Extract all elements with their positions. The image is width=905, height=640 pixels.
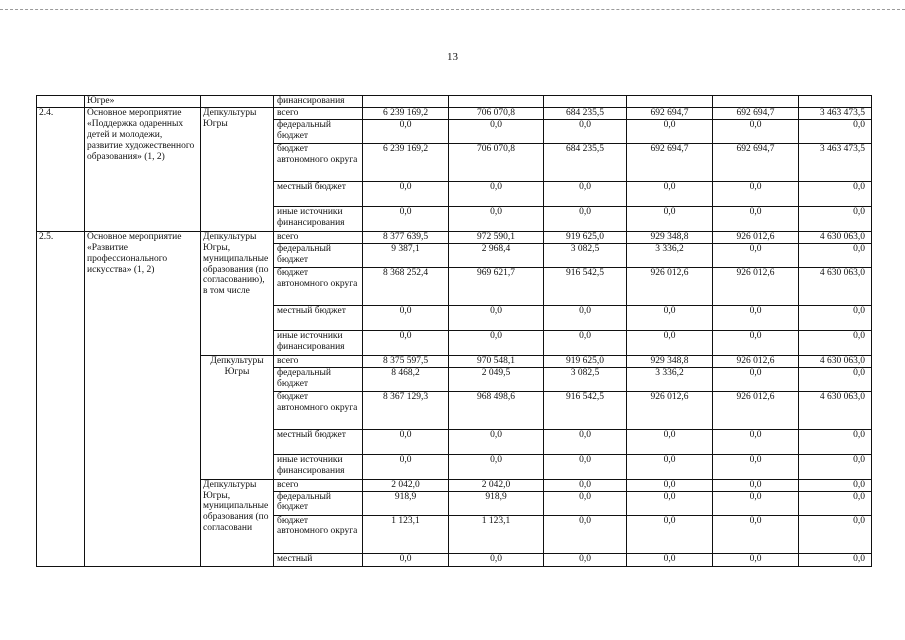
value-cell: 0,0 [799,119,872,143]
section-code-cell: 2.5. [37,231,85,566]
value-cell: 0,0 [544,206,627,231]
funding-source-cell: иные источники финансирования [274,330,363,355]
value-cell [363,96,449,108]
value-cell: 0,0 [544,553,627,566]
value-cell: 0,0 [544,305,627,330]
value-cell: 0,0 [799,330,872,355]
value-cell: 0,0 [627,330,713,355]
value-cell: 0,0 [627,119,713,143]
funding-source-cell: местный бюджет [274,181,363,206]
value-cell: 0,0 [363,429,449,454]
value-cell: 3 082,5 [544,243,627,267]
value-cell: 8 368 252,4 [363,267,449,305]
value-cell: 0,0 [713,454,799,479]
funding-source-cell: бюджет автономного округа [274,143,363,181]
value-cell: 0,0 [449,553,544,566]
value-cell: 2 049,5 [449,367,544,391]
value-cell: 3 336,2 [627,367,713,391]
value-cell: 0,0 [449,206,544,231]
activity-cell: Основное мероприятие «Поддержка одаренных детей и молодежи, развитие художественного образования» (1, 2) [85,107,201,231]
value-cell: 4 630 063,0 [799,231,872,243]
value-cell: 916 542,5 [544,267,627,305]
funding-source-cell: бюджет автономного округа [274,391,363,429]
value-cell: 970 548,1 [449,355,544,367]
funding-source-cell: бюджет автономного округа [274,515,363,553]
value-cell: 968 498,6 [449,391,544,429]
value-cell: 918,9 [363,491,449,515]
value-cell: 916 542,5 [544,391,627,429]
value-cell: 0,0 [799,479,872,491]
funding-source-cell: всего [274,107,363,119]
value-cell: 0,0 [799,553,872,566]
value-cell: 692 694,7 [627,143,713,181]
funding-source-cell: всего [274,231,363,243]
activity-cell: Югре» [85,96,201,108]
value-cell: 926 012,6 [713,231,799,243]
value-cell: 0,0 [544,181,627,206]
value-cell: 6 239 169,2 [363,107,449,119]
code-cell [37,96,85,108]
value-cell: 0,0 [799,429,872,454]
value-cell: 0,0 [713,330,799,355]
value-cell: 0,0 [449,119,544,143]
funding-source-cell: федеральный бюджет [274,491,363,515]
value-cell: 692 694,7 [713,143,799,181]
funding-source-cell: местный бюджет [274,429,363,454]
funding-source-cell: всего [274,355,363,367]
value-cell: 919 625,0 [544,231,627,243]
value-cell: 0,0 [544,491,627,515]
value-cell: 0,0 [363,119,449,143]
value-cell: 0,0 [627,206,713,231]
table-row [37,107,872,119]
budget-table [36,95,872,567]
value-cell: 0,0 [544,454,627,479]
value-cell: 926 012,6 [713,267,799,305]
value-cell: 0,0 [713,479,799,491]
table-row [37,96,872,108]
value-cell: 0,0 [627,305,713,330]
value-cell: 0,0 [627,479,713,491]
value-cell: 3 082,5 [544,367,627,391]
value-cell: 0,0 [449,330,544,355]
value-cell: 0,0 [449,429,544,454]
value-cell: 0,0 [449,181,544,206]
value-cell: 2 042,0 [363,479,449,491]
value-cell: 926 012,6 [627,267,713,305]
value-cell: 0,0 [363,553,449,566]
scan-edge-line [0,9,905,10]
value-cell: 0,0 [799,243,872,267]
value-cell: 0,0 [449,454,544,479]
value-cell: 3 463 473,5 [799,107,872,119]
activity-cell: Основное мероприятие «Развитие профессионального искусства» (1, 2) [85,231,201,566]
value-cell: 0,0 [363,206,449,231]
funding-source-cell: местный [274,553,363,566]
executor-cell: Депкультуры Югры, муниципальные образования (по согласовани [201,479,274,566]
value-cell: 8 468,2 [363,367,449,391]
value-cell: 0,0 [363,454,449,479]
value-cell: 0,0 [713,305,799,330]
value-cell: 684 235,5 [544,143,627,181]
value-cell: 0,0 [713,515,799,553]
executor-cell [201,96,274,108]
value-cell: 918,9 [449,491,544,515]
value-cell: 8 377 639,5 [363,231,449,243]
value-cell: 4 630 063,0 [799,391,872,429]
value-cell [799,96,872,108]
value-cell: 0,0 [799,305,872,330]
value-cell: 0,0 [627,491,713,515]
value-cell: 0,0 [713,491,799,515]
value-cell: 0,0 [799,367,872,391]
value-cell: 692 694,7 [713,107,799,119]
funding-source-cell: финансирования [274,96,363,108]
value-cell: 2 968,4 [449,243,544,267]
funding-source-cell: иные источники финансирования [274,206,363,231]
value-cell: 4 630 063,0 [799,267,872,305]
funding-source-cell: местный бюджет [274,305,363,330]
value-cell: 0,0 [799,454,872,479]
value-cell: 0,0 [544,515,627,553]
value-cell: 6 239 169,2 [363,143,449,181]
value-cell: 0,0 [799,206,872,231]
page-number: 13 [447,51,458,63]
funding-source-cell: федеральный бюджет [274,367,363,391]
value-cell: 0,0 [713,119,799,143]
value-cell: 0,0 [544,479,627,491]
value-cell: 3 463 473,5 [799,143,872,181]
value-cell: 9 387,1 [363,243,449,267]
value-cell: 8 375 597,5 [363,355,449,367]
executor-cell: Депкультуры Югры, муниципальные образования (по согласованию), в том числе [201,231,274,355]
value-cell: 0,0 [713,243,799,267]
funding-source-cell: иные источники финансирования [274,454,363,479]
value-cell: 692 694,7 [627,107,713,119]
value-cell: 0,0 [799,515,872,553]
executor-cell: Депкультуры Югры [201,355,274,479]
value-cell: 0,0 [799,491,872,515]
section-code-cell: 2.4. [37,107,85,231]
value-cell: 0,0 [627,454,713,479]
value-cell: 0,0 [627,553,713,566]
table-row [37,231,872,243]
value-cell: 0,0 [363,181,449,206]
value-cell: 926 012,6 [627,391,713,429]
value-cell: 706 070,8 [449,143,544,181]
value-cell: 2 042,0 [449,479,544,491]
executor-cell: Депкультуры Югры [201,107,274,231]
funding-source-cell: всего [274,479,363,491]
value-cell: 0,0 [713,429,799,454]
value-cell: 0,0 [627,429,713,454]
value-cell [713,96,799,108]
funding-source-cell: бюджет автономного округа [274,267,363,305]
funding-source-cell: федеральный бюджет [274,119,363,143]
value-cell: 0,0 [363,305,449,330]
value-cell: 4 630 063,0 [799,355,872,367]
value-cell: 929 348,8 [627,355,713,367]
funding-source-cell: федеральный бюджет [274,243,363,267]
value-cell: 0,0 [449,305,544,330]
value-cell: 8 367 129,3 [363,391,449,429]
value-cell: 0,0 [713,206,799,231]
value-cell: 929 348,8 [627,231,713,243]
value-cell [627,96,713,108]
value-cell: 0,0 [544,429,627,454]
value-cell: 919 625,0 [544,355,627,367]
value-cell: 684 235,5 [544,107,627,119]
value-cell: 0,0 [713,367,799,391]
value-cell: 3 336,2 [627,243,713,267]
value-cell: 0,0 [713,553,799,566]
value-cell: 706 070,8 [449,107,544,119]
value-cell: 926 012,6 [713,355,799,367]
value-cell [449,96,544,108]
value-cell: 0,0 [799,181,872,206]
value-cell: 0,0 [544,330,627,355]
value-cell: 1 123,1 [449,515,544,553]
value-cell [544,96,627,108]
value-cell: 0,0 [713,181,799,206]
value-cell: 0,0 [363,330,449,355]
value-cell: 969 621,7 [449,267,544,305]
value-cell: 1 123,1 [363,515,449,553]
value-cell: 972 590,1 [449,231,544,243]
value-cell: 926 012,6 [713,391,799,429]
value-cell: 0,0 [627,515,713,553]
value-cell: 0,0 [544,119,627,143]
value-cell: 0,0 [627,181,713,206]
